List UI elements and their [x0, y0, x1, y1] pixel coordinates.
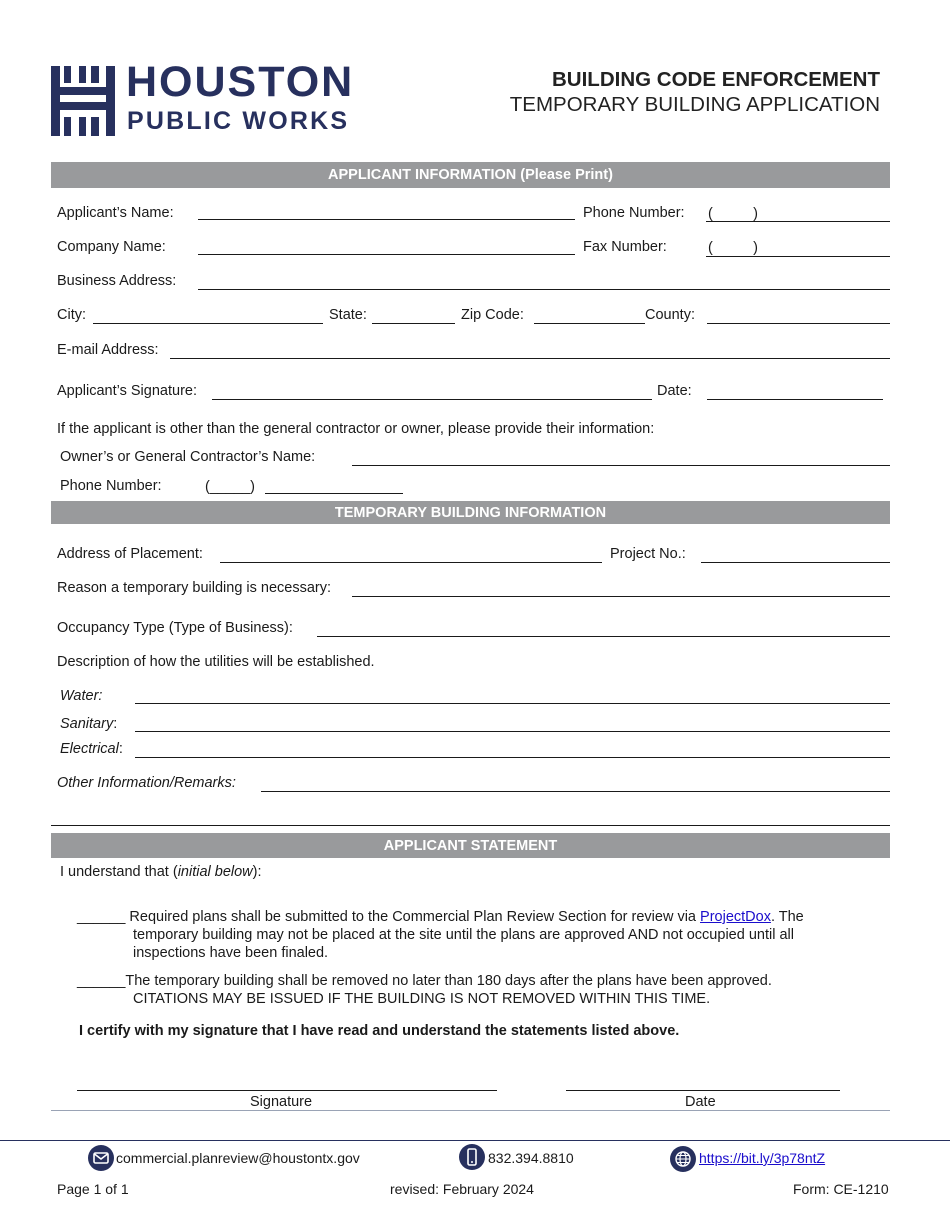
email-icon: [88, 1145, 114, 1171]
field-applicant-signature[interactable]: [212, 399, 652, 400]
revised-date: revised: February 2024: [390, 1181, 534, 1197]
label-city: City:: [57, 307, 86, 323]
logo-text-houston: HOUSTON: [126, 58, 355, 106]
phone-area-code: ( ): [708, 206, 758, 222]
label-final-date: Date: [685, 1094, 716, 1110]
label-date: Date:: [657, 383, 692, 399]
footer-phone[interactable]: 832.394.8810: [488, 1150, 574, 1166]
field-project-no[interactable]: [701, 562, 890, 563]
label-state: State:: [329, 307, 367, 323]
page-title-department: BUILDING CODE ENFORCEMENT: [552, 68, 880, 91]
label-signature: Signature: [250, 1094, 313, 1110]
section-divider: [51, 825, 890, 826]
certify-statement: I certify with my signature that I have read and understand the statements listed above.: [79, 1023, 680, 1039]
other-applicant-note: If the applicant is other than the general contractor or owner, please provide their information:: [57, 421, 655, 437]
label-address-of-placement: Address of Placement:: [57, 546, 203, 562]
label-owner-phone-number: Phone Number:: [60, 478, 162, 494]
label-zip-code: Zip Code:: [461, 307, 524, 323]
label-occupancy-type: Occupancy Type (Type of Business):: [57, 620, 293, 636]
label-applicant-name: Applicant’s Name:: [57, 205, 174, 221]
form-bottom-rule: [51, 1110, 890, 1111]
footer-url-link[interactable]: https://bit.ly/3p78ntZ: [699, 1150, 826, 1166]
field-owner-contractor-name[interactable]: [352, 465, 890, 466]
initial-blank-2[interactable]: ______: [77, 973, 126, 989]
label-phone-number: Phone Number:: [583, 205, 685, 221]
footer-email[interactable]: commercial.planreview@houstontx.gov: [116, 1150, 360, 1166]
field-email-address[interactable]: [170, 358, 890, 359]
field-business-address[interactable]: [198, 289, 890, 290]
label-company-name: Company Name:: [57, 239, 166, 255]
section-heading-applicant-statement: APPLICANT STATEMENT: [51, 833, 890, 858]
statement-2: ______The temporary building shall be removed no later than 180 days after the plans have been approved. CITATIONS MAY BE ISSUED IF THE BUILDING IS NOT REMOVED WITHIN THIS TIME.: [77, 973, 772, 1007]
form-number: Form: CE-1210: [793, 1181, 889, 1197]
field-sanitary[interactable]: [135, 731, 890, 732]
label-project-no: Project No.:: [610, 546, 686, 562]
utilities-description: Description of how the utilities will be established.: [57, 654, 375, 670]
field-address-of-placement[interactable]: [220, 562, 602, 563]
label-business-address: Business Address:: [57, 273, 177, 289]
field-occupancy-type[interactable]: [317, 636, 890, 637]
field-state[interactable]: [372, 323, 455, 324]
label-electrical: Electrical:: [60, 741, 123, 757]
section-heading-applicant-information: APPLICANT INFORMATION (Please Print): [51, 162, 890, 188]
fax-area-code: ( ): [708, 240, 758, 256]
section-heading-temporary-building-information: TEMPORARY BUILDING INFORMATION: [51, 501, 890, 524]
field-county[interactable]: [707, 323, 890, 324]
statement-1: ______ Required plans shall be submitted to the Commercial Plan Review Section for review via ProjectDox. The temporary building may not be placed at the site until the plans are approved AND not occupied until all inspections have been finaled.: [77, 909, 804, 961]
field-final-date[interactable]: [566, 1090, 840, 1091]
projectdox-link[interactable]: ProjectDox: [700, 909, 771, 925]
globe-icon: [670, 1146, 696, 1172]
field-fax-number[interactable]: [706, 256, 890, 257]
logo-text-public-works: PUBLIC WORKS: [127, 107, 350, 135]
field-applicant-name[interactable]: [198, 219, 575, 220]
label-fax-number: Fax Number:: [583, 239, 667, 255]
footer-rule: [0, 1140, 950, 1141]
field-zip-code[interactable]: [534, 323, 645, 324]
label-reason-temporary-building: Reason a temporary building is necessary:: [57, 580, 332, 596]
understand-intro: I understand that (initial below):: [60, 864, 262, 880]
field-other-remarks[interactable]: [261, 791, 890, 792]
page-title-form: TEMPORARY BUILDING APPLICATION: [509, 93, 880, 116]
label-water: Water:: [60, 688, 103, 704]
label-email-address: E-mail Address:: [57, 342, 159, 358]
page-number: Page 1 of 1: [57, 1181, 129, 1197]
field-phone-number[interactable]: [706, 221, 890, 222]
label-sanitary: Sanitary:: [60, 716, 118, 732]
field-water[interactable]: [135, 703, 890, 704]
field-city[interactable]: [93, 323, 323, 324]
label-owner-contractor-name: Owner’s or General Contractor’s Name:: [60, 449, 316, 465]
label-applicant-signature: Applicant’s Signature:: [57, 383, 197, 399]
initial-blank-1[interactable]: ______: [77, 909, 126, 925]
phone-icon: [459, 1144, 485, 1170]
field-final-signature[interactable]: [77, 1090, 497, 1091]
field-date[interactable]: [707, 399, 883, 400]
owner-phone-area-code[interactable]: (_____): [205, 479, 255, 495]
field-electrical[interactable]: [135, 757, 890, 758]
label-county: County:: [645, 307, 695, 323]
label-other-remarks: Other Information/Remarks:: [57, 775, 236, 791]
field-owner-phone-number[interactable]: [265, 493, 403, 494]
field-reason-temporary-building[interactable]: [352, 596, 890, 597]
field-company-name[interactable]: [198, 254, 575, 255]
